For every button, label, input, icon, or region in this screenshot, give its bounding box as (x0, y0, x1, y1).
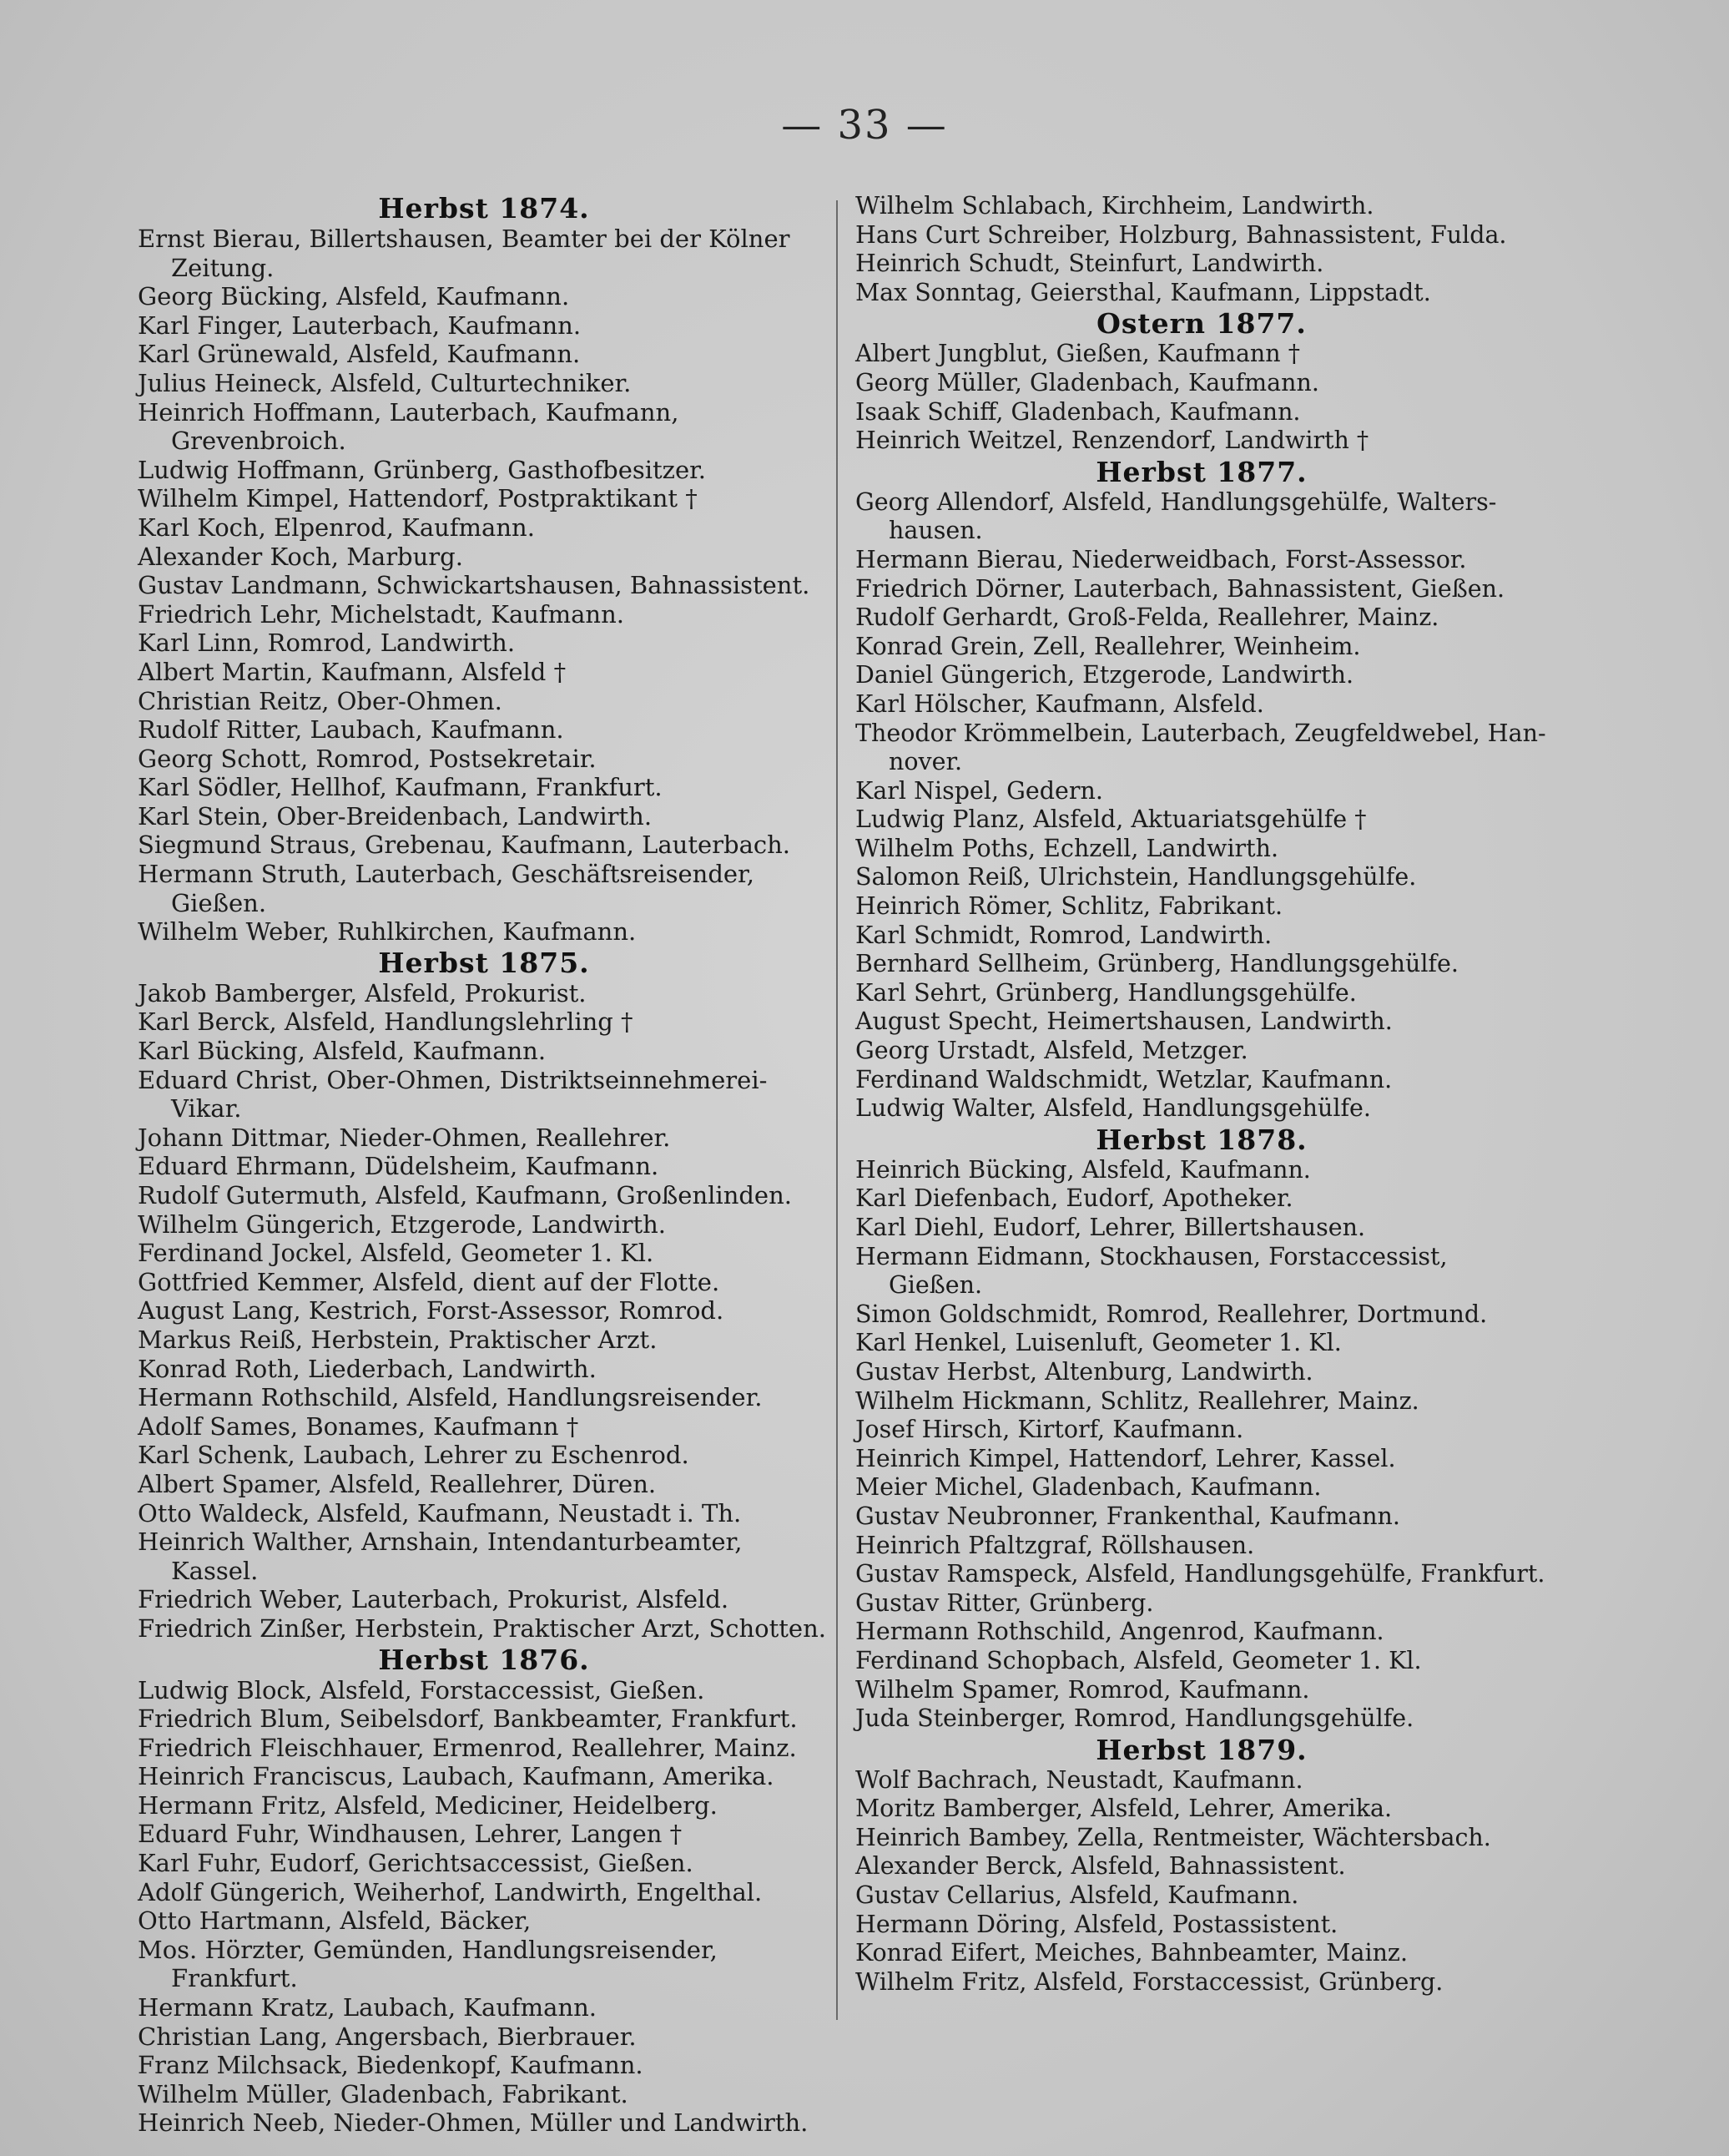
section-heading: Ostern 1877. (1096, 307, 1307, 341)
list-entry: Georg Müller, Gladenbach, Kaufmann. (855, 368, 1319, 396)
list-entry: Heinrich Hoffmann, Lauterbach, Kaufmann, Grevenbroich. (138, 397, 679, 456)
list-entry: Christian Lang, Angersbach, Bierbrauer. (138, 2022, 637, 2051)
list-entry: Ferdinand Jockel, Alsfeld, Geometer 1. Kl. (138, 1239, 654, 1268)
list-entry: Friedrich Blum, Seibelsdorf, Bankbeamter, Frankfurt. (138, 1704, 798, 1734)
list-entry: Georg Bücking, Alsfeld, Kaufmann. (138, 282, 570, 311)
list-entry: Wilhelm Weber, Ruhlkirchen, Kaufmann. (138, 917, 637, 947)
list-entry: Friedrich Lehr, Michelstadt, Kaufmann. (138, 599, 625, 629)
list-entry: Jakob Bamberger, Alsfeld, Prokurist. (138, 978, 587, 1007)
page-number: — 33 — (781, 102, 948, 149)
list-entry: Konrad Grein, Zell, Reallehrer, Weinheim. (855, 632, 1361, 660)
list-entry: Heinrich Kimpel, Hattendorf, Lehrer, Kassel. (855, 1444, 1396, 1472)
list-entry: Heinrich Bambey, Zella, Rentmeister, Wächtersbach. (855, 1823, 1491, 1851)
section-heading: Herbst 1879. (1096, 1733, 1308, 1766)
list-entry: Georg Urstadt, Alsfeld, Metzger. (855, 1037, 1248, 1065)
list-entry: Gustav Ramspeck, Alsfeld, Handlungsgehülfe, Frankfurt. (855, 1560, 1545, 1588)
list-entry: Wilhelm Hickmann, Schlitz, Reallehrer, Mainz. (855, 1386, 1419, 1415)
list-entry: Karl Stein, Ober-Breidenbach, Landwirth. (138, 801, 653, 831)
list-entry: Alexander Berck, Alsfeld, Bahnassistent. (855, 1852, 1346, 1881)
section-heading: Herbst 1877. (1096, 455, 1308, 488)
list-entry: Karl Finger, Lauterbach, Kaufmann. (138, 311, 582, 340)
list-entry: Heinrich Neeb, Nieder-Ohmen, Müller und Landwirth. (138, 2108, 809, 2138)
list-entry: Adolf Güngerich, Weiherhof, Landwirth, Engelthal. (138, 1877, 763, 1906)
list-entry: Alexander Koch, Marburg. (138, 542, 463, 571)
list-entry: Wilhelm Kimpel, Hattendorf, Postpraktikant † (138, 484, 698, 513)
list-entry: Konrad Roth, Liederbach, Landwirth. (138, 1354, 597, 1383)
list-entry: Isaak Schiff, Gladenbach, Kaufmann. (855, 397, 1301, 426)
list-entry: Ferdinand Schopbach, Alsfeld, Geometer 1. Kl. (855, 1646, 1422, 1674)
list-entry: Ferdinand Waldschmidt, Wetzlar, Kaufmann. (855, 1065, 1393, 1093)
list-entry: Georg Schott, Romrod, Postsekretair. (138, 744, 597, 773)
list-entry: Ludwig Hoffmann, Grünberg, Gasthofbesitzer. (138, 455, 707, 484)
list-entry: Gottfried Kemmer, Alsfeld, dient auf der Flotte. (138, 1267, 720, 1296)
list-entry: Juda Steinberger, Romrod, Handlungsgehülfe. (855, 1704, 1414, 1733)
list-entry: Heinrich Schudt, Steinfurt, Landwirth. (855, 250, 1324, 278)
list-entry: Gustav Cellarius, Alsfeld, Kaufmann. (855, 1881, 1299, 1910)
list-entry: Karl Henkel, Luisenluft, Geometer 1. Kl. (855, 1329, 1342, 1357)
list-entry: Hermann Rothschild, Angenrod, Kaufmann. (855, 1618, 1384, 1646)
list-entry: Salomon Reiß, Ulrichstein, Handlungsgehülfe. (855, 863, 1417, 891)
list-entry: Wilhelm Schlabach, Kirchheim, Landwirth. (855, 192, 1374, 220)
list-entry: Karl Grünewald, Alsfeld, Kaufmann. (138, 340, 581, 369)
list-entry: Rudolf Gerhardt, Groß-Felda, Reallehrer, Mainz. (855, 603, 1439, 632)
list-entry: Karl Södler, Hellhof, Kaufmann, Frankfurt. (138, 773, 663, 802)
list-entry: Meier Michel, Gladenbach, Kaufmann. (855, 1473, 1322, 1502)
list-entry: Theodor Krömmelbein, Lauterbach, Zeugfeldwebel, Han-nover. (855, 719, 1546, 776)
list-entry: Karl Diehl, Eudorf, Lehrer, Billertshausen. (855, 1214, 1366, 1241)
list-entry: Heinrich Bücking, Alsfeld, Kaufmann. (855, 1155, 1311, 1184)
list-entry: Gustav Landmann, Schwickartshausen, Bahnassistent. (138, 571, 810, 600)
list-entry: Karl Nispel, Gedern. (855, 776, 1103, 805)
list-entry: Wilhelm Poths, Echzell, Landwirth. (855, 834, 1279, 862)
list-entry: Hermann Eidmann, Stockhausen, Forstaccessist, Gießen. (855, 1242, 1448, 1300)
list-entry: Bernhard Sellheim, Grünberg, Handlungsgehülfe. (855, 950, 1459, 978)
list-entry: Karl Bücking, Alsfeld, Kaufmann. (138, 1037, 547, 1066)
list-entry: Hermann Bierau, Niederweidbach, Forst-Assessor. (855, 545, 1467, 573)
list-entry: Karl Schenk, Laubach, Lehrer zu Eschenrod. (138, 1441, 689, 1470)
list-entry: Karl Hölscher, Kaufmann, Alsfeld. (855, 689, 1264, 718)
list-entry: Moritz Bamberger, Alsfeld, Lehrer, Amerika. (855, 1795, 1393, 1823)
list-entry: Albert Spamer, Alsfeld, Reallehrer, Düren. (138, 1469, 657, 1498)
section-heading: Herbst 1876. (378, 1643, 590, 1676)
list-entry: Albert Martin, Kaufmann, Alsfeld † (138, 657, 567, 686)
list-entry: Simon Goldschmidt, Romrod, Reallehrer, Dortmund. (855, 1300, 1488, 1328)
list-entry: Otto Waldeck, Alsfeld, Kaufmann, Neustadt i. Th. (138, 1498, 742, 1527)
list-entry: August Lang, Kestrich, Forst-Assessor, Romrod. (138, 1296, 724, 1325)
section-heading: Herbst 1874. (378, 192, 590, 225)
list-entry: Rudolf Ritter, Laubach, Kaufmann. (138, 715, 564, 745)
list-entry: Ludwig Planz, Alsfeld, Aktuariatsgehülfe † (855, 805, 1367, 834)
column-divider (836, 200, 838, 2020)
list-entry: Hermann Kratz, Laubach, Kaufmann. (138, 1993, 597, 2022)
list-entry: Heinrich Römer, Schlitz, Fabrikant. (855, 892, 1283, 921)
list-entry: Heinrich Weitzel, Renzendorf, Landwirth † (855, 427, 1369, 455)
list-entry: Friedrich Dörner, Lauterbach, Bahnassistent, Gießen. (855, 574, 1505, 603)
list-entry: Christian Reitz, Ober-Ohmen. (138, 686, 502, 715)
list-entry: Hans Curt Schreiber, Holzburg, Bahnassistent, Fulda. (855, 220, 1507, 249)
list-entry: Georg Allendorf, Alsfeld, Handlungsgehülfe, Walters-hausen. (855, 487, 1497, 545)
list-entry: Heinrich Walther, Arnshain, Intendanturbeamter, Kassel. (138, 1527, 743, 1585)
list-entry: August Specht, Heimertshausen, Landwirth. (855, 1007, 1393, 1036)
list-entry: Karl Sehrt, Grünberg, Handlungsgehülfe. (855, 978, 1357, 1007)
list-entry: Hermann Döring, Alsfeld, Postassistent. (855, 1910, 1338, 1938)
list-entry: Karl Schmidt, Romrod, Landwirth. (855, 921, 1273, 949)
list-entry: Karl Berck, Alsfeld, Handlungslehrling † (138, 1007, 633, 1037)
list-entry: Wilhelm Müller, Gladenbach, Fabrikant. (138, 2079, 628, 2108)
list-entry: Hermann Fritz, Alsfeld, Mediciner, Heidelberg. (138, 1790, 718, 1820)
list-entry: Eduard Fuhr, Windhausen, Lehrer, Langen † (138, 1820, 683, 1849)
list-entry: Karl Koch, Elpenrod, Kaufmann. (138, 512, 535, 542)
list-entry: Ludwig Walter, Alsfeld, Handlungsgehülfe. (855, 1094, 1371, 1123)
list-entry: Hermann Struth, Lauterbach, Geschäftsreisender, Gießen. (138, 860, 754, 917)
list-entry: Gustav Neubronner, Frankenthal, Kaufmann. (855, 1502, 1400, 1530)
list-entry: Wilhelm Spamer, Romrod, Kaufmann. (855, 1675, 1310, 1704)
list-entry: Ernst Bierau, Billertshausen, Beamter bei der Kölner Zeitung. (138, 225, 790, 282)
list-entry: Gustav Herbst, Altenburg, Landwirth. (855, 1357, 1313, 1386)
list-entry: Albert Jungblut, Gießen, Kaufmann † (855, 340, 1300, 368)
list-entry: Franz Milchsack, Biedenkopf, Kaufmann. (138, 2051, 643, 2080)
list-entry: Josef Hirsch, Kirtorf, Kaufmann. (855, 1416, 1244, 1444)
list-entry: Konrad Eifert, Meiches, Bahnbeamter, Mainz. (855, 1939, 1408, 1967)
list-entry: Karl Linn, Romrod, Landwirth. (138, 629, 516, 658)
list-entry: Ludwig Block, Alsfeld, Forstaccessist, Gießen. (138, 1675, 705, 1704)
list-entry: Karl Diefenbach, Eudorf, Apotheker. (855, 1184, 1293, 1213)
list-entry: Gustav Ritter, Grünberg. (855, 1588, 1154, 1617)
list-entry: Wilhelm Fritz, Alsfeld, Forstaccessist, Grünberg. (855, 1967, 1444, 1996)
list-entry: Wilhelm Güngerich, Etzgerode, Landwirth. (138, 1209, 667, 1239)
list-entry: Hermann Rothschild, Alsfeld, Handlungsreisender. (138, 1383, 763, 1412)
list-entry: Heinrich Franciscus, Laubach, Kaufmann, Amerika. (138, 1762, 774, 1791)
list-entry: Daniel Güngerich, Etzgerode, Landwirth. (855, 661, 1354, 689)
list-entry: Adolf Sames, Bonames, Kaufmann † (138, 1411, 579, 1441)
list-entry: Friedrich Weber, Lauterbach, Prokurist, Alsfeld. (138, 1585, 729, 1614)
list-entry: Friedrich Fleischhauer, Ermenrod, Reallehrer, Mainz. (138, 1733, 797, 1762)
right-column (855, 192, 1548, 1997)
left-column (138, 192, 830, 2138)
list-entry: Mos. Hörzter, Gemünden, Handlungsreisender, Frankfurt. (138, 1935, 718, 1993)
list-entry: Siegmund Straus, Grebenau, Kaufmann, Lauterbach. (138, 831, 791, 860)
list-entry: Eduard Christ, Ober-Ohmen, Distriktseinnehmerei-Vikar. (138, 1065, 768, 1123)
list-entry: Wolf Bachrach, Neustadt, Kaufmann. (855, 1765, 1303, 1794)
list-entry: Julius Heineck, Alsfeld, Culturtechniker. (138, 368, 632, 397)
list-entry: Markus Reiß, Herbstein, Praktischer Arzt. (138, 1325, 658, 1354)
section-heading: Herbst 1878. (1096, 1123, 1308, 1156)
list-entry: Karl Fuhr, Eudorf, Gerichtsaccessist, Gießen. (138, 1849, 693, 1878)
section-heading: Herbst 1875. (378, 946, 590, 979)
list-entry: Max Sonntag, Geiersthal, Kaufmann, Lippstadt. (855, 278, 1431, 306)
list-entry: Heinrich Pfaltzgraf, Röllshausen. (855, 1531, 1255, 1559)
list-entry: Eduard Ehrmann, Düdelsheim, Kaufmann. (138, 1152, 659, 1181)
list-entry: Johann Dittmar, Nieder-Ohmen, Reallehrer. (138, 1123, 671, 1152)
list-entry: Friedrich Zinßer, Herbstein, Praktischer Arzt, Schotten. (138, 1613, 826, 1643)
list-entry: Rudolf Gutermuth, Alsfeld, Kaufmann, Großenlinden. (138, 1181, 792, 1209)
list-entry: Otto Hartmann, Alsfeld, Bäcker, (138, 1906, 532, 1936)
